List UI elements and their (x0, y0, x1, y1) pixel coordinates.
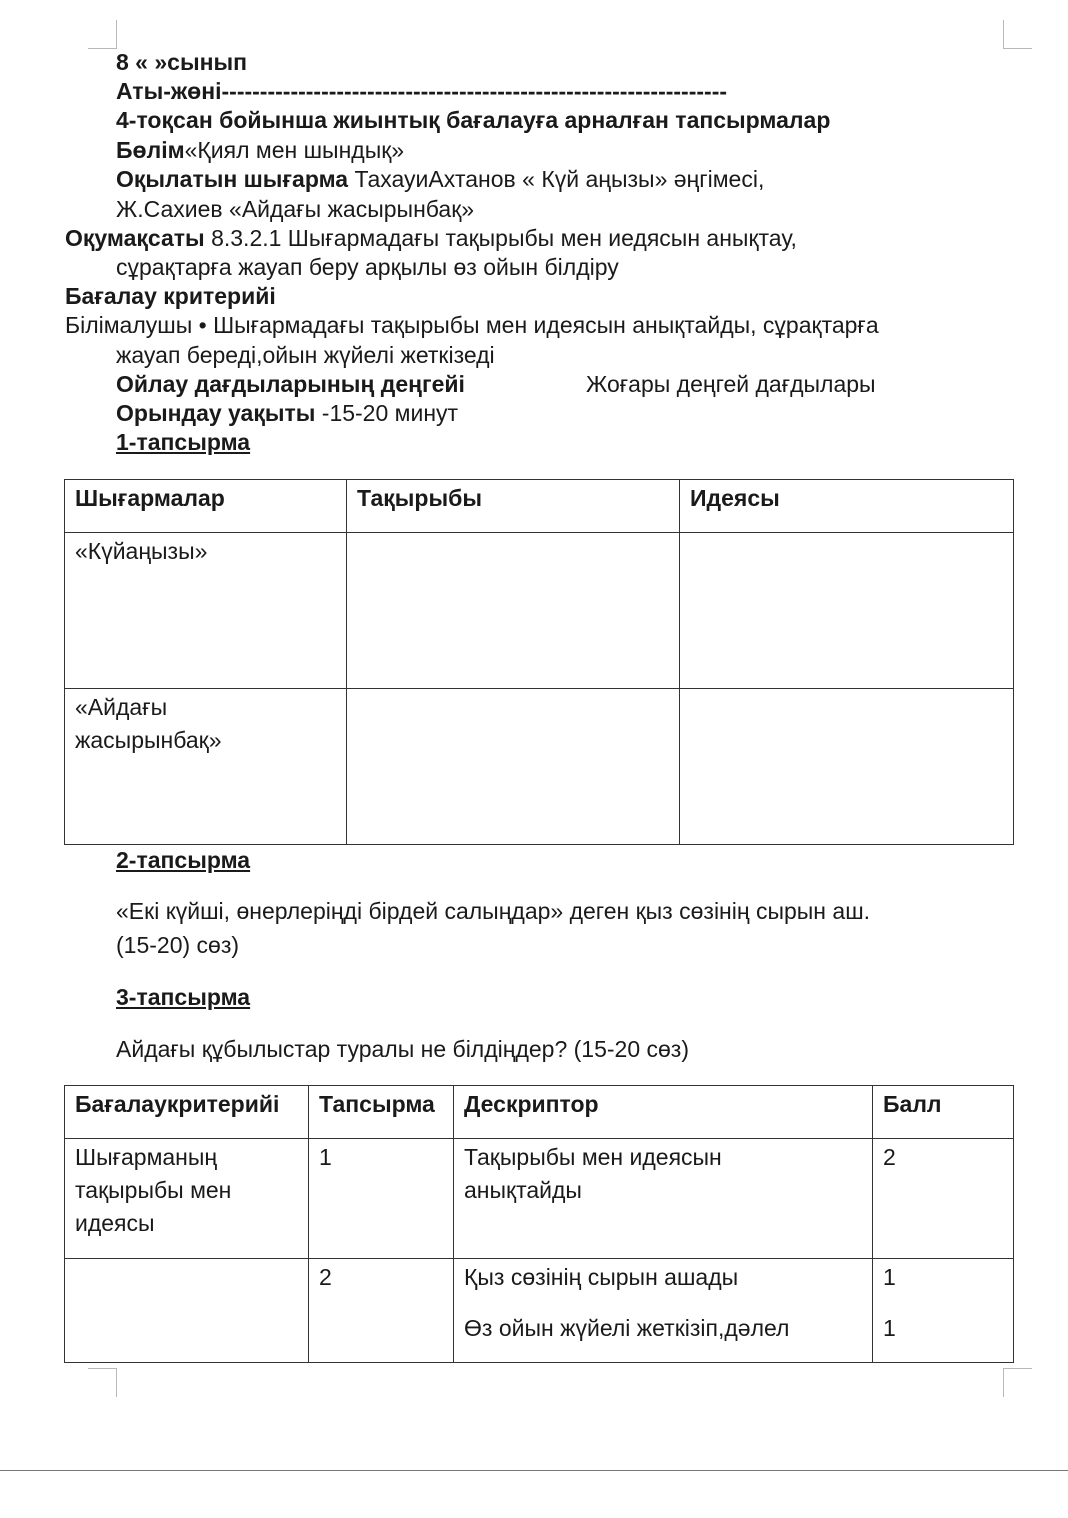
task2-text-2: (15-20) сөз) (116, 932, 240, 958)
descriptor-text: Тақырыбы мен идеясын (464, 1144, 722, 1170)
task3-heading: 3-тапсырма (116, 984, 251, 1010)
header-works: Шығармалар (65, 480, 347, 533)
task1-table (64, 479, 1014, 845)
time-line (116, 399, 458, 428)
task-number-cell: 1 (309, 1139, 454, 1259)
work-cell (65, 533, 347, 689)
crop-mark-bottom-left (88, 1368, 117, 1397)
criterion-cell (65, 1139, 309, 1259)
work-title: «Айдағы (75, 694, 168, 720)
work-cell (65, 689, 347, 845)
descriptor-text: Қыз сөзінің сырын ашады (464, 1264, 739, 1290)
section-line (116, 136, 404, 165)
descriptor-text: Өз ойын жүйелі жеткізіп,дәлел (464, 1315, 790, 1341)
task3-text: Айдағы құбылыстар туралы не білдіңдер? (15-20 сөз) (116, 1036, 690, 1062)
descriptor-cell (454, 1259, 873, 1363)
rubric-table (64, 1085, 1014, 1363)
goal-line (65, 224, 797, 253)
theme-answer-cell[interactable] (347, 533, 680, 689)
crop-mark-top-left (88, 20, 117, 49)
descriptor-cell (454, 1139, 873, 1259)
table-row (65, 1259, 1014, 1363)
page-title: 4-тоқсан бойынша жиынтық бағалауға арналған тапсырмалар (116, 107, 831, 133)
criteria-line: Білімалушы • Шығармадағы тақырыбы мен идеясын анықтайды, сұрақтарға (65, 312, 879, 338)
section-value: «Қиял мен шындық» (184, 137, 405, 163)
page-bottom-rule (0, 1470, 1068, 1471)
class-line: 8 « »сынып (116, 49, 248, 75)
points-cell (873, 1139, 1014, 1259)
crop-mark-bottom-right (1003, 1368, 1032, 1397)
table-row (65, 689, 1014, 845)
task1-heading: 1-тапсырма (116, 429, 251, 455)
points-value: 2 (883, 1144, 896, 1170)
header-descriptor: Дескриптор (454, 1086, 873, 1139)
table-row (65, 533, 1014, 689)
task2-heading: 2-тапсырма (116, 847, 251, 873)
goal-line-2: сұрақтарға жауап беру арқылы өз ойын білдіру (116, 254, 619, 280)
crop-mark-top-right (1003, 20, 1032, 49)
idea-answer-cell[interactable] (680, 689, 1014, 845)
time-label: Орындау уақыты (116, 400, 316, 426)
name-line: Аты-жөні------------------------------------------------------------------ (116, 78, 728, 104)
goal-value: 8.3.2.1 Шығармадағы тақырыбы мен иедясын анықтау, (204, 225, 797, 251)
criterion-text: идеясы (75, 1210, 155, 1236)
header-criterion: Бағалаукритерийі (65, 1086, 309, 1139)
criteria-label: Бағалау критерийі (65, 283, 276, 309)
criteria-line-2: жауап береді,ойын жүйелі жеткізеді (116, 342, 495, 368)
points-value: 1 (883, 1264, 896, 1290)
table-row (65, 1139, 1014, 1259)
work-title-cont: жасырынбақ» (75, 727, 222, 753)
criterion-text: тақырыбы мен (75, 1177, 232, 1203)
task1-header-row (65, 480, 1014, 533)
task2-text: «Екі күйші, өнерлеріңді бірдей салыңдар» деген қыз сөзінің сырын аш. (116, 898, 871, 924)
header-idea: Идеясы (680, 480, 1014, 533)
criterion-text: Шығарманың (75, 1144, 218, 1170)
criterion-cell (65, 1259, 309, 1363)
theme-answer-cell[interactable] (347, 689, 680, 845)
idea-answer-cell[interactable] (680, 533, 1014, 689)
goal-label: Оқумақсаты (65, 225, 205, 251)
header-points: Балл (873, 1086, 1014, 1139)
thinking-value: Жоғары деңгей дағдылары (586, 371, 876, 397)
rubric-header-row (65, 1086, 1014, 1139)
reading-label: Оқылатын шығарма (116, 166, 349, 192)
task-number-cell: 2 (309, 1259, 454, 1363)
reading-line-2: Ж.Сахиев «Айдағы жасырынбақ» (116, 196, 475, 222)
work-title: «Күйаңызы» (75, 538, 208, 564)
points-value: 1 (883, 1315, 896, 1341)
section-label: Бөлім (116, 137, 185, 163)
header-task: Тапсырма (309, 1086, 454, 1139)
descriptor-text: анықтайды (464, 1177, 582, 1203)
reading-value: ТахауиАхтанов « Күй аңызы» әңгімесі, (348, 166, 765, 192)
points-cell (873, 1259, 1014, 1363)
reading-line (116, 165, 764, 194)
thinking-label: Ойлау дағдыларының деңгейі (116, 371, 465, 397)
time-value: -15-20 минут (315, 400, 459, 426)
header-theme: Тақырыбы (347, 480, 680, 533)
